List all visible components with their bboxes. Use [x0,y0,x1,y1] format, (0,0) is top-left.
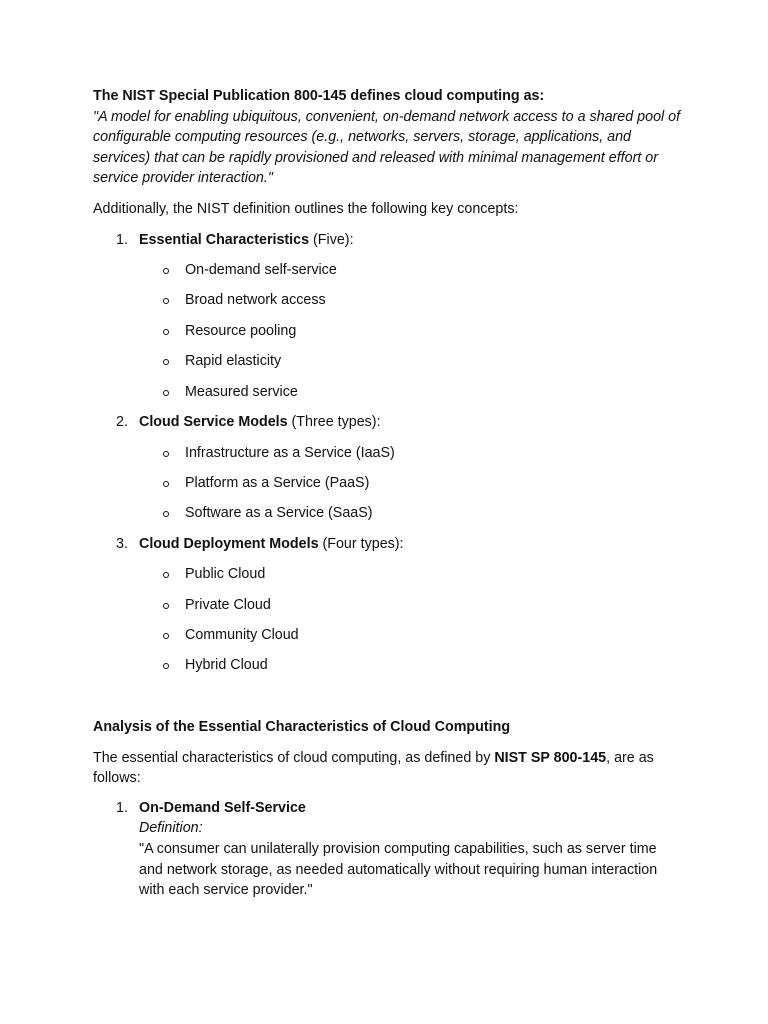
concept-item [93,230,683,403]
list-item-text: Public Cloud [185,566,266,583]
concept-sublist [139,564,683,676]
list-number: 1. [116,799,128,816]
analysis-item [93,798,683,901]
concept-title: Essential Characteristics [139,231,310,248]
analysis-item-title: On-Demand Self-Service [139,799,306,816]
list-item-text: Infrastructure as a Service (IaaS) [185,444,395,461]
concept-title: Cloud Service Models [139,414,288,431]
circle-bullet-icon [163,572,169,578]
circle-bullet-icon [163,298,169,304]
concept-suffix: (Three types): [287,414,381,431]
concept-item [93,534,683,676]
list-item [139,625,683,646]
nist-definition-quote: "A model for enabling ubiquitous, convenient, on-demand network access to a shared pool of configurable computing resources (e.g., networks, servers, storage, applications, and services) that can be rapidly provisioned and released with minimal management effort or service provider interaction." [93,108,681,187]
circle-bullet-icon [163,451,169,457]
analysis-intro-text: The essential characteristics of cloud computing, as defined by [93,749,495,766]
list-number: 2. [116,414,128,431]
circle-bullet-icon [163,663,169,669]
list-item [139,473,683,494]
analysis-intro [93,748,683,789]
list-number: 3. [116,535,128,552]
circle-bullet-icon [163,390,169,396]
list-item-text: Community Cloud [185,627,299,644]
circle-bullet-icon [163,481,169,487]
list-item-text: Platform as a Service (PaaS) [185,474,370,491]
concept-sublist [139,260,683,402]
list-item [139,655,683,676]
concept-suffix: (Five): [309,231,354,248]
list-item [139,503,683,524]
circle-bullet-icon [163,633,169,639]
list-item [139,564,683,585]
list-item-text: On-demand self-service [185,261,337,278]
list-item [139,290,683,311]
list-item-text: Private Cloud [185,596,271,613]
intro-heading: The NIST Special Publication 800-145 defines cloud computing as: [93,88,545,104]
list-item [139,351,683,372]
list-item-text: Measured service [185,383,298,400]
analysis-intro-suffix: , are as follows: [93,749,654,787]
list-item [139,382,683,403]
document-page [93,86,683,901]
circle-bullet-icon [163,359,169,365]
circle-bullet-icon [163,511,169,517]
list-item-text: Rapid elasticity [185,353,282,370]
key-concepts-list [93,230,683,676]
list-item-text: Resource pooling [185,322,297,339]
concept-title: Cloud Deployment Models [139,535,319,552]
concept-sublist [139,443,683,524]
additional-text: Additionally, the NIST definition outlines the following key concepts: [93,200,519,217]
circle-bullet-icon [163,268,169,274]
circle-bullet-icon [163,603,169,609]
list-item [139,595,683,616]
analysis-list [93,798,683,901]
list-item-text: Software as a Service (SaaS) [185,505,373,522]
list-number: 1. [116,231,128,248]
list-item-text: Broad network access [185,292,326,309]
concept-suffix: (Four types): [318,535,404,552]
list-item [139,260,683,281]
definition-text: "A consumer can unilaterally provision computing capabilities, such as server time and network storage, as needed automatically without requiring human interaction with each service provider." [139,841,658,899]
concept-item [93,412,683,524]
list-item-text: Hybrid Cloud [185,657,268,674]
analysis-intro-bold: NIST SP 800-145 [494,749,607,766]
analysis-heading: Analysis of the Essential Characteristics of Cloud Computing [93,719,511,736]
list-item [139,321,683,342]
list-item [139,443,683,464]
definition-label: Definition: [139,820,203,837]
circle-bullet-icon [163,329,169,335]
